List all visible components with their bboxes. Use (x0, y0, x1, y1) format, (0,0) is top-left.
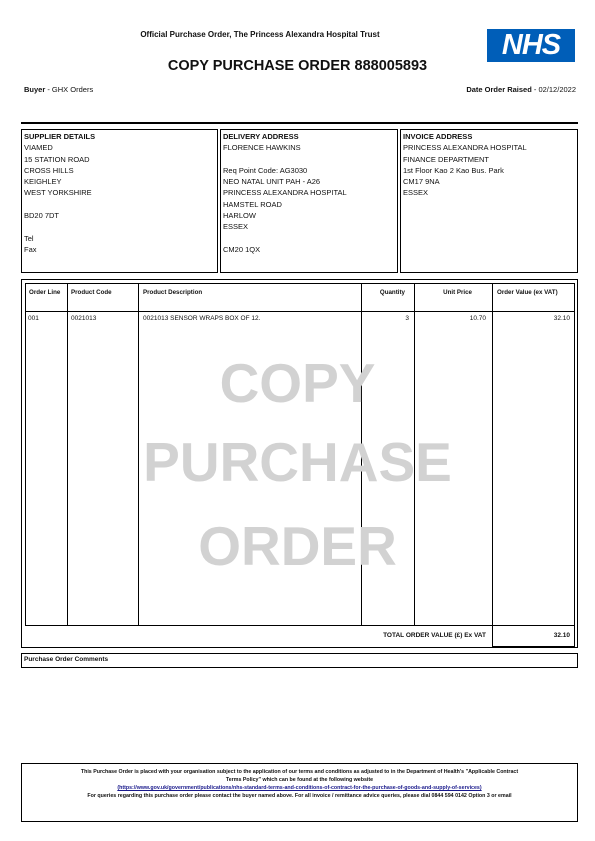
row-order-value: 32.10 (553, 315, 570, 322)
invoice-address (401, 130, 577, 200)
header-unit-price: Unit Price (443, 289, 472, 296)
header-quantity: Quantity (379, 289, 405, 296)
supplier-details (22, 130, 217, 256)
supplier-details-box (21, 129, 218, 273)
header-product-description: Product Description (143, 289, 203, 296)
supplier-line: WEST YORKSHIRE (24, 188, 92, 198)
total-order-value-label: TOTAL ORDER VALUE (£) Ex VAT (383, 632, 486, 639)
total-order-value: 32.10 (553, 632, 570, 639)
supplier-line: 15 STATION ROAD (24, 154, 90, 164)
delivery-line: Req Point Code: AG3030 (223, 165, 308, 175)
terms-footer-box (21, 763, 578, 822)
watermark-order: ORDER (198, 515, 397, 577)
invoice-heading: INVOICE ADDRESS (403, 132, 473, 141)
supplier-tel-label: Tel (24, 233, 34, 243)
supplier-fax-label: Fax (24, 244, 37, 254)
address-top-rule (21, 122, 578, 124)
buyer-value: - GHX Orders (45, 85, 94, 94)
nhs-logo: NHS (487, 29, 575, 62)
delivery-line: ESSEX (223, 222, 249, 232)
delivery-heading: DELIVERY ADDRESS (223, 132, 299, 141)
terms-line-3: For queries regarding this purchase order please contact the buyer named above. For all invoice / remittance advice queries, please dial 0844 594 0142 Option 3 or email (87, 793, 512, 799)
table-header-bottom (25, 311, 575, 312)
date-raised-info (466, 85, 576, 94)
invoice-line: PRINCESS ALEXANDRA HOSPITAL (403, 143, 527, 153)
terms-line-2: Terms Policy" which can be found at the following website (225, 777, 374, 783)
row-product-code: 0021013 (71, 315, 97, 322)
supplier-heading: SUPPLIER DETAILS (24, 132, 96, 141)
header-order-value: Order Value (ex VAT) (497, 289, 558, 296)
invoice-line: ESSEX (403, 188, 429, 198)
row-product-description: 0021013 SENSOR WRAPS BOX OF 12. (143, 315, 261, 322)
row-quantity: 3 (405, 315, 409, 322)
table-body-bottom (25, 625, 575, 626)
delivery-contact: FLORENCE HAWKINS (223, 143, 301, 153)
invoice-address-box (400, 129, 578, 273)
supplier-postcode: BD20 7DT (24, 211, 60, 221)
total-cell-bottom (492, 646, 575, 647)
delivery-postcode: CM20 1QX (223, 244, 261, 254)
row-unit-price: 10.70 (469, 315, 486, 322)
buyer-label: Buyer (24, 85, 46, 94)
delivery-address (221, 130, 397, 256)
watermark-copy: COPY (219, 352, 376, 414)
date-raised-value: - 02/12/2022 (531, 85, 576, 94)
invoice-line: 1st Floor Kao 2 Kao Bus. Park (403, 165, 504, 175)
supplier-line: KEIGHLEY (24, 177, 62, 187)
buyer-info (24, 85, 93, 94)
table-header-top (25, 283, 575, 284)
header-order-line: Order Line (29, 289, 61, 296)
date-raised-label: Date Order Raised (466, 85, 532, 94)
row-order-line: 001 (28, 315, 39, 322)
terms-link[interactable]: (https://www.gov.uk/government/publications/nhs-standard-terms-and-conditions-of-contract-for-the-purchase-of-goods-and-supply-of-services) (117, 785, 482, 791)
page-title: COPY PURCHASE ORDER 888005893 (167, 58, 428, 74)
organisation-line: Official Purchase Order, The Princess Alexandra Hospital Trust (140, 30, 380, 39)
invoice-line: CM17 9NA (403, 177, 440, 187)
delivery-line: HAMSTEL ROAD (223, 199, 282, 209)
supplier-line: CROSS HILLS (24, 165, 74, 175)
supplier-line: VIAMED (24, 143, 53, 153)
header-product-code: Product Code (71, 289, 112, 296)
terms-line-1: This Purchase Order is placed with your organisation subject to the application of our terms and conditions as adjusted to in the Department of Health's "Applicable Contract (80, 769, 519, 775)
delivery-line: PRINCESS ALEXANDRA HOSPITAL (223, 188, 347, 198)
invoice-line: FINANCE DEPARTMENT (403, 154, 489, 164)
delivery-line: NEO NATAL UNIT PAH - A26 (223, 177, 321, 187)
terms-footer (22, 764, 577, 800)
delivery-line: HARLOW (223, 211, 256, 221)
delivery-address-box (220, 129, 398, 273)
purchase-order-comments-box (21, 653, 578, 668)
watermark-purchase: PURCHASE (143, 431, 452, 493)
purchase-order-comments-label: Purchase Order Comments (24, 656, 109, 663)
